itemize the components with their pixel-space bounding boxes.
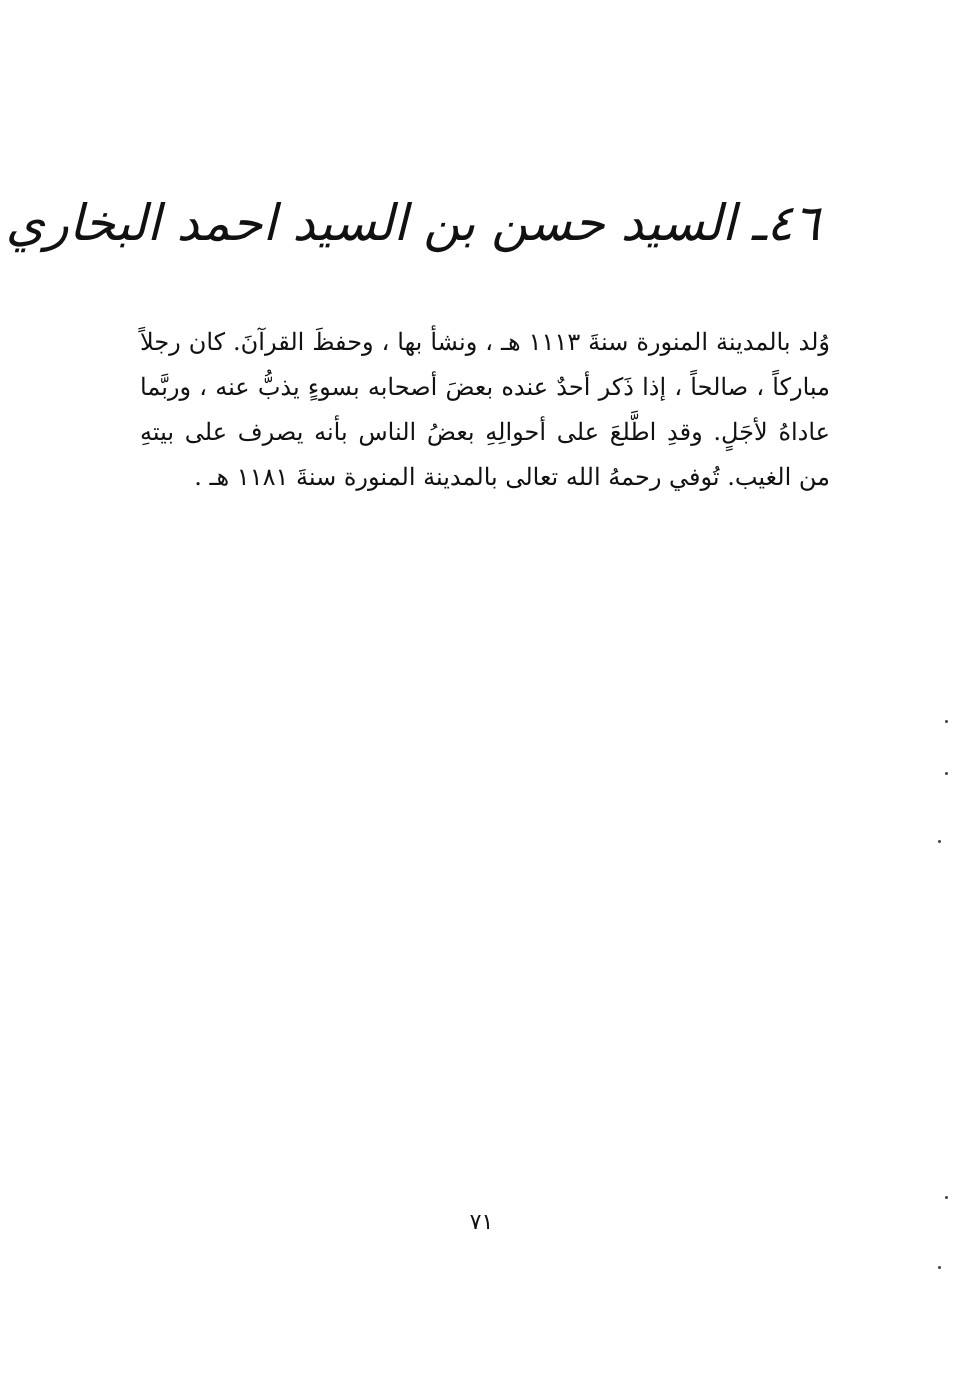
scan-speck: [945, 1196, 948, 1199]
entry-body-text: وُلد بالمدينة المنورة سنةَ ١١١٣ هـ ، ونشأ بها ، وحفظَ القرآنَ. كان رجلاً مباركاً ، صالحاً ، إذا ذَكر أحدٌ عنده بعضَ أصحابه بسوءٍ يذبُّ عنه ، وربَّما عاداهُ لأجَلٍ. وقدِ اطَّلعَ على أحوالِهِ بعضُ الناس بأنه يصرف على بيتهِ من الغيب. تُوفي رحمهُ الله تعالى بالمدينة المنورة سنةَ ١١٨١ هـ .: [140, 328, 831, 491]
scan-speck: [945, 772, 948, 775]
scan-speck: [945, 720, 948, 723]
scan-speck: [938, 840, 941, 843]
page-number: ٧١: [469, 1210, 494, 1235]
scan-speck: [938, 1266, 941, 1269]
entry-heading: ٤٦ـ السيد حسن بن السيد احمد البخاري: [5, 194, 820, 252]
